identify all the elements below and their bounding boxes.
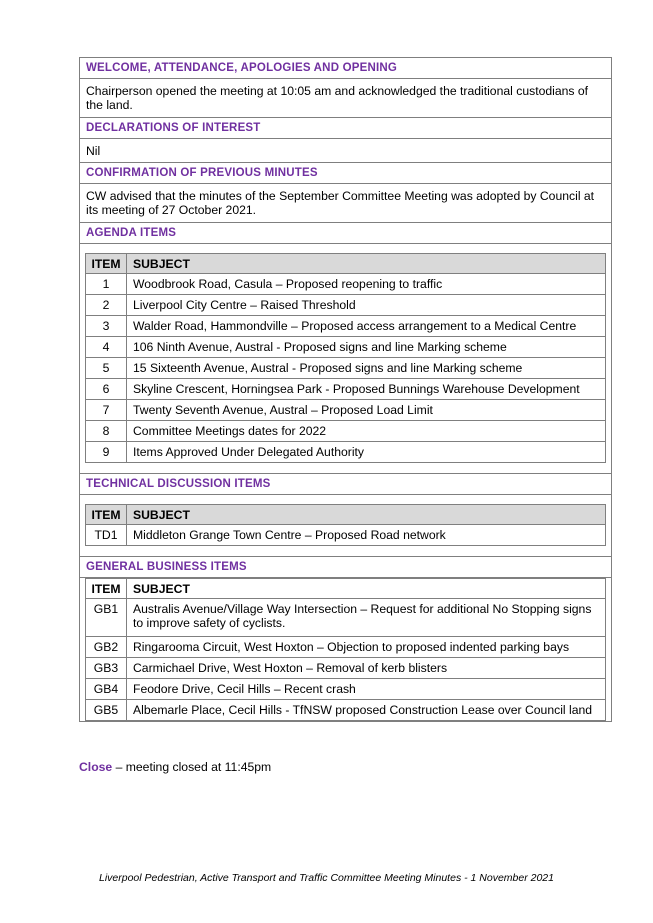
technical-col-subject: SUBJECT xyxy=(127,505,606,525)
close-text: – meeting closed at 11:45pm xyxy=(112,760,272,774)
row-subject: 106 Ninth Avenue, Austral - Proposed signs and line Marking scheme xyxy=(127,337,606,358)
row-item-number: 4 xyxy=(86,337,127,358)
row-item-number: 9 xyxy=(86,442,127,463)
row-item-number: 7 xyxy=(86,400,127,421)
general-col-item: ITEM xyxy=(86,579,127,599)
table-row xyxy=(86,295,606,316)
table-row xyxy=(86,679,606,700)
welcome-body: Chairperson opened the meeting at 10:05 am and acknowledged the traditional custodians of the land. xyxy=(80,79,611,118)
row-item-number: GB2 xyxy=(86,637,127,658)
table-row xyxy=(86,379,606,400)
row-item-number: 8 xyxy=(86,421,127,442)
row-item-number: 1 xyxy=(86,274,127,295)
declarations-heading: DECLARATIONS OF INTEREST xyxy=(80,118,611,139)
table-row xyxy=(86,525,606,546)
row-subject: Walder Road, Hammondville – Proposed access arrangement to a Medical Centre xyxy=(127,316,606,337)
agenda-rows xyxy=(86,274,606,463)
table-row xyxy=(86,658,606,679)
row-subject: Australis Avenue/Village Way Intersection – Request for additional No Stopping signs to improve safety of cyclists. xyxy=(127,599,606,637)
table-row xyxy=(86,637,606,658)
agenda-table xyxy=(85,253,606,463)
table-row xyxy=(86,599,606,637)
row-subject: Items Approved Under Delegated Authority xyxy=(127,442,606,463)
row-subject: Skyline Crescent, Horningsea Park - Proposed Bunnings Warehouse Development xyxy=(127,379,606,400)
table-row xyxy=(86,442,606,463)
row-subject: Ringarooma Circuit, West Hoxton – Objection to proposed indented parking bays xyxy=(127,637,606,658)
row-item-number: 3 xyxy=(86,316,127,337)
agenda-header-row xyxy=(86,254,606,274)
previous-minutes-body: CW advised that the minutes of the September Committee Meeting was adopted by Council at its meeting of 27 October 2021. xyxy=(80,184,611,223)
row-subject: Carmichael Drive, West Hoxton – Removal of kerb blisters xyxy=(127,658,606,679)
row-item-number: GB4 xyxy=(86,679,127,700)
row-subject: Albemarle Place, Cecil Hills - TfNSW proposed Construction Lease over Council land xyxy=(127,700,606,721)
table-row xyxy=(86,700,606,721)
general-heading: GENERAL BUSINESS ITEMS xyxy=(80,557,611,578)
table-row xyxy=(86,358,606,379)
table-row xyxy=(86,337,606,358)
previous-minutes-heading: CONFIRMATION OF PREVIOUS MINUTES xyxy=(80,163,611,184)
row-subject: Middleton Grange Town Centre – Proposed Road network xyxy=(127,525,606,546)
row-item-number: 2 xyxy=(86,295,127,316)
row-item-number: 6 xyxy=(86,379,127,400)
declarations-body: Nil xyxy=(80,139,611,163)
technical-heading: TECHNICAL DISCUSSION ITEMS xyxy=(80,474,611,495)
row-subject: 15 Sixteenth Avenue, Austral - Proposed signs and line Marking scheme xyxy=(127,358,606,379)
close-line xyxy=(79,760,271,774)
technical-col-item: ITEM xyxy=(86,505,127,525)
agenda-table-wrap xyxy=(80,244,611,474)
agenda-col-item: ITEM xyxy=(86,254,127,274)
technical-header-row xyxy=(86,505,606,525)
technical-rows xyxy=(86,525,606,546)
table-row xyxy=(86,400,606,421)
row-item-number: GB1 xyxy=(86,599,127,637)
table-row xyxy=(86,316,606,337)
row-subject: Feodore Drive, Cecil Hills – Recent crash xyxy=(127,679,606,700)
agenda-col-subject: SUBJECT xyxy=(127,254,606,274)
technical-table-wrap xyxy=(80,495,611,557)
row-subject: Woodbrook Road, Casula – Proposed reopening to traffic xyxy=(127,274,606,295)
general-rows xyxy=(86,599,606,721)
page-footer: Liverpool Pedestrian, Active Transport and Traffic Committee Meeting Minutes - 1 November 2021 xyxy=(98,872,554,884)
general-table xyxy=(85,578,606,721)
close-keyword: Close xyxy=(79,760,113,774)
minutes-table xyxy=(79,57,612,722)
general-header-row xyxy=(86,579,606,599)
row-item-number: GB5 xyxy=(86,700,127,721)
row-item-number: GB3 xyxy=(86,658,127,679)
general-table-wrap xyxy=(80,578,611,721)
welcome-heading: WELCOME, ATTENDANCE, APOLOGIES AND OPENING xyxy=(80,58,611,79)
technical-table xyxy=(85,504,606,546)
row-subject: Committee Meetings dates for 2022 xyxy=(127,421,606,442)
general-col-subject: SUBJECT xyxy=(127,579,606,599)
row-item-number: 5 xyxy=(86,358,127,379)
row-subject: Twenty Seventh Avenue, Austral – Proposed Load Limit xyxy=(127,400,606,421)
row-item-number: TD1 xyxy=(86,525,127,546)
row-subject: Liverpool City Centre – Raised Threshold xyxy=(127,295,606,316)
agenda-heading: AGENDA ITEMS xyxy=(80,223,611,244)
table-row xyxy=(86,274,606,295)
table-row xyxy=(86,421,606,442)
